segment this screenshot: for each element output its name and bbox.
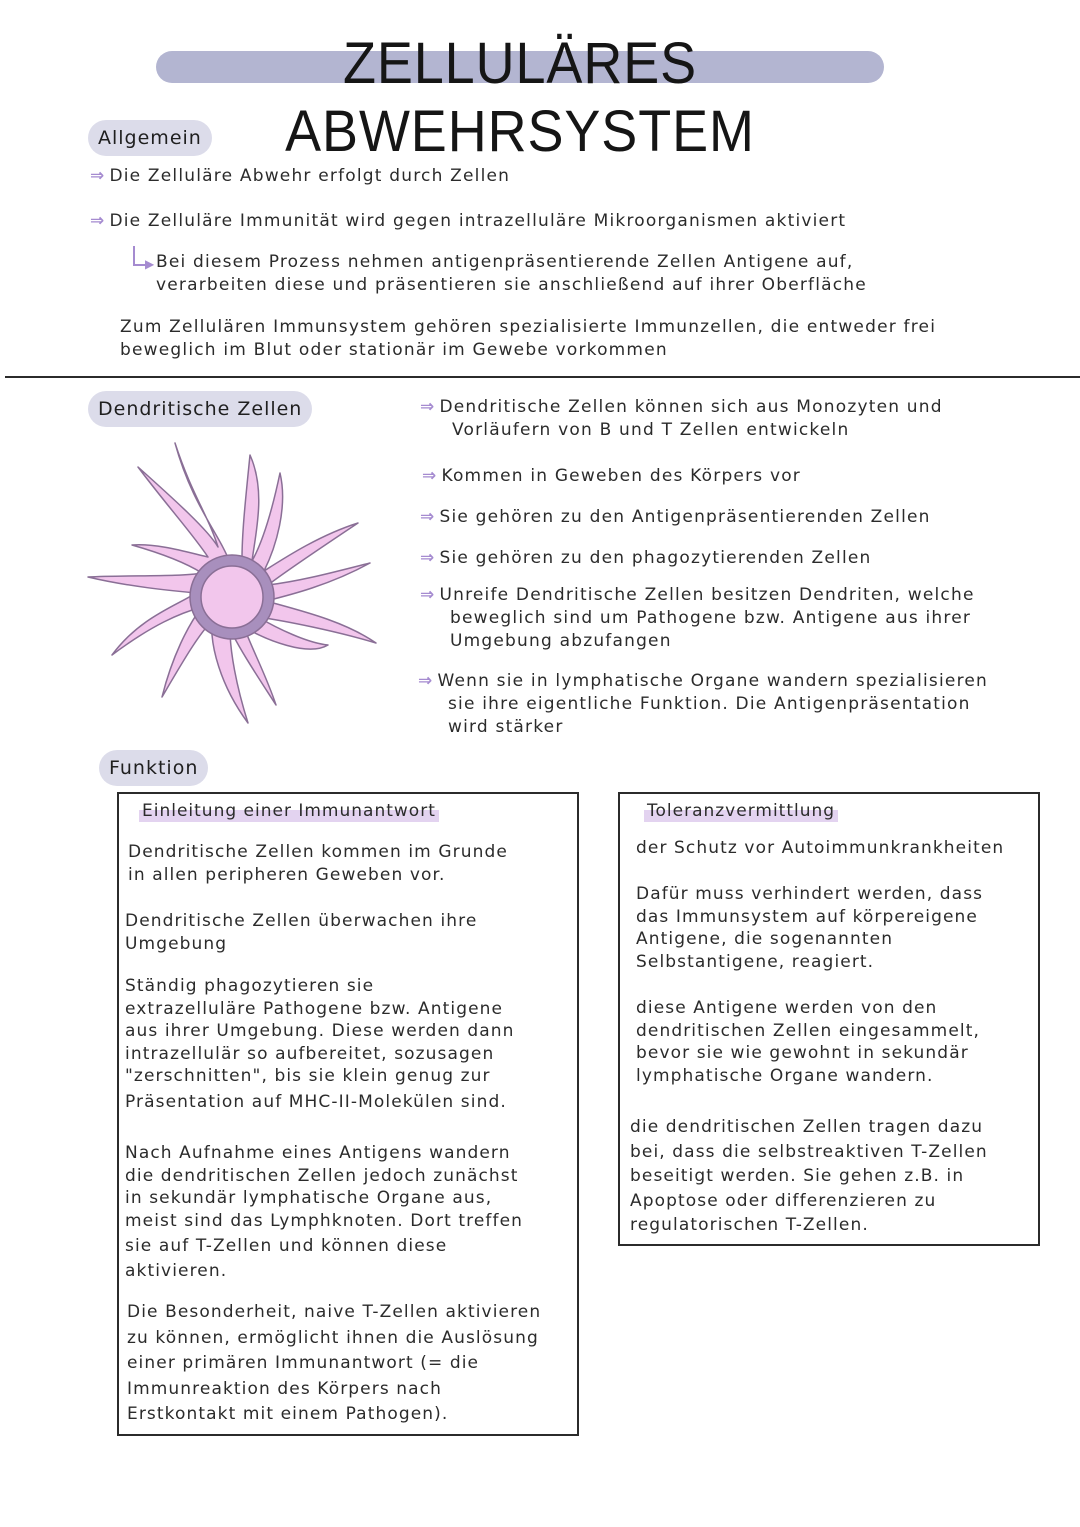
allgemein-sub-line-2: verarbeiten diese und präsentieren sie anschließend auf ihrer Oberfläche <box>156 275 867 295</box>
box2-paragraph-2: Dafür muss verhindert werden, dass das Immunsystem auf körpereigene Antigene, die sogenannten Selbstantigene, reagiert. <box>636 884 984 972</box>
allgemein-point-2: ⇒ Die Zelluläre Immunität wird gegen intrazelluläre Mikroorganismen aktiviert <box>90 211 847 231</box>
allgemein-point-1: ⇒ Die Zelluläre Abwehr erfolgt durch Zellen <box>90 166 511 186</box>
box-toleranzvermittlung <box>618 792 1040 1246</box>
arrow-right-icon: ⇒ <box>420 507 436 527</box>
dendritisch-point: ⇒ Dendritische Zellen können sich aus Monozyten und <box>420 397 943 417</box>
box1-paragraph-1: Dendritische Zellen kommen im Grunde in allen peripheren Geweben vor. <box>128 842 508 885</box>
allgemein-note-line-2: beweglich im Blut oder stationär im Gewebe vorkommen <box>120 340 668 360</box>
allgemein-sub-line-1: Bei diesem Prozess nehmen antigenpräsentierende Zellen Antigene auf, <box>156 252 854 272</box>
box1-paragraph-2: Dendritische Zellen überwachen ihre Umgebung <box>125 911 478 954</box>
section-heading-funktion: Funktion <box>99 750 208 786</box>
section-heading-dendritisch: Dendritische Zellen <box>88 391 312 427</box>
dendritisch-point-cont: Vorläufern von B und T Zellen entwickeln <box>452 420 850 440</box>
dendritisch-point: ⇒ Sie gehören zu den phagozytierenden Zellen <box>420 548 872 568</box>
section-heading-allgemein: Allgemein <box>88 120 212 156</box>
box-title-immunantwort: Einleitung einer Immunantwort <box>139 800 439 822</box>
box-title-toleranz: Toleranzvermittlung <box>644 800 838 822</box>
arrow-right-icon: ⇒ <box>90 211 106 231</box>
dendritic-cell-illustration <box>80 435 390 735</box>
dendritisch-point: ⇒ Unreife Dendritische Zellen besitzen Dendriten, welche <box>420 585 975 605</box>
dendritisch-point: ⇒ Sie gehören zu den Antigenpräsentierenden Zellen <box>420 507 931 527</box>
box-immunantwort <box>117 792 579 1436</box>
section-divider <box>5 376 1080 378</box>
dendritisch-point-cont: Umgebung abzufangen <box>450 631 672 651</box>
box2-paragraph-3: diese Antigene werden von den dendritischen Zellen eingesammelt, bevor sie wie gewohnt in sekundär lymphatische Organe wandern. <box>636 998 980 1086</box>
dendritisch-point-cont: wird stärker <box>448 717 564 737</box>
box1-paragraph-3: Ständig phagozytieren sie extrazelluläre Pathogene bzw. Antigene aus ihrer Umgebung. Diese werden dann intrazellulär so aufbereitet, sozusagen "zerschnitten", bis sie klein genug zur Präsentation auf MHC-II-Molekülen sind. <box>125 976 515 1112</box>
dendritisch-point-cont: beweglich sind um Pathogene bzw. Antigene aus ihrer <box>450 608 972 628</box>
dendritisch-point-cont: sie ihre eigentliche Funktion. Die Antigenpräsentation <box>448 694 971 714</box>
arrow-right-icon: ⇒ <box>420 585 436 605</box>
page-title: ZELLULÄRES ABWEHRSYSTEM <box>285 31 755 164</box>
arrow-right-icon: ⇒ <box>90 166 106 186</box>
box2-paragraph-1: der Schutz vor Autoimmunkrankheiten <box>636 838 1005 858</box>
cell-nucleus <box>201 566 263 628</box>
box1-paragraph-5: Die Besonderheit, naive T-Zellen aktivieren zu können, ermöglicht ihnen die Auslösung einer primären Immunantwort (= die Immunreaktion des Körpers nach Erstkontakt mit einem Pathogen). <box>127 1302 542 1424</box>
dendritisch-point: ⇒ Kommen in Geweben des Körpers vor <box>422 466 801 486</box>
arrow-right-icon: ⇒ <box>422 466 438 486</box>
box1-paragraph-4: Nach Aufnahme eines Antigens wandern die dendritischen Zellen jedoch zunächst in sekundär lymphatische Organe aus, meist sind das Lymphknoten. Dort treffen sie auf T-Zellen und können diese aktivieren. <box>125 1143 524 1281</box>
box2-paragraph-4: die dendritischen Zellen tragen dazu bei, dass die selbstreaktiven T-Zellen beseitigt werden. Sie gehen z.B. in Apoptose oder differenzieren zu regulatorischen T-Zellen. <box>630 1117 988 1235</box>
arrow-right-icon: ⇒ <box>420 397 436 417</box>
arrow-right-icon: ⇒ <box>418 671 434 691</box>
allgemein-note-line-1: Zum Zellulären Immunsystem gehören spezialisierte Immunzellen, die entweder frei <box>120 317 937 337</box>
sub-arrowhead-icon: ▶ <box>145 257 155 271</box>
dendritisch-point: ⇒ Wenn sie in lymphatische Organe wandern spezialisieren <box>418 671 989 691</box>
arrow-right-icon: ⇒ <box>420 548 436 568</box>
